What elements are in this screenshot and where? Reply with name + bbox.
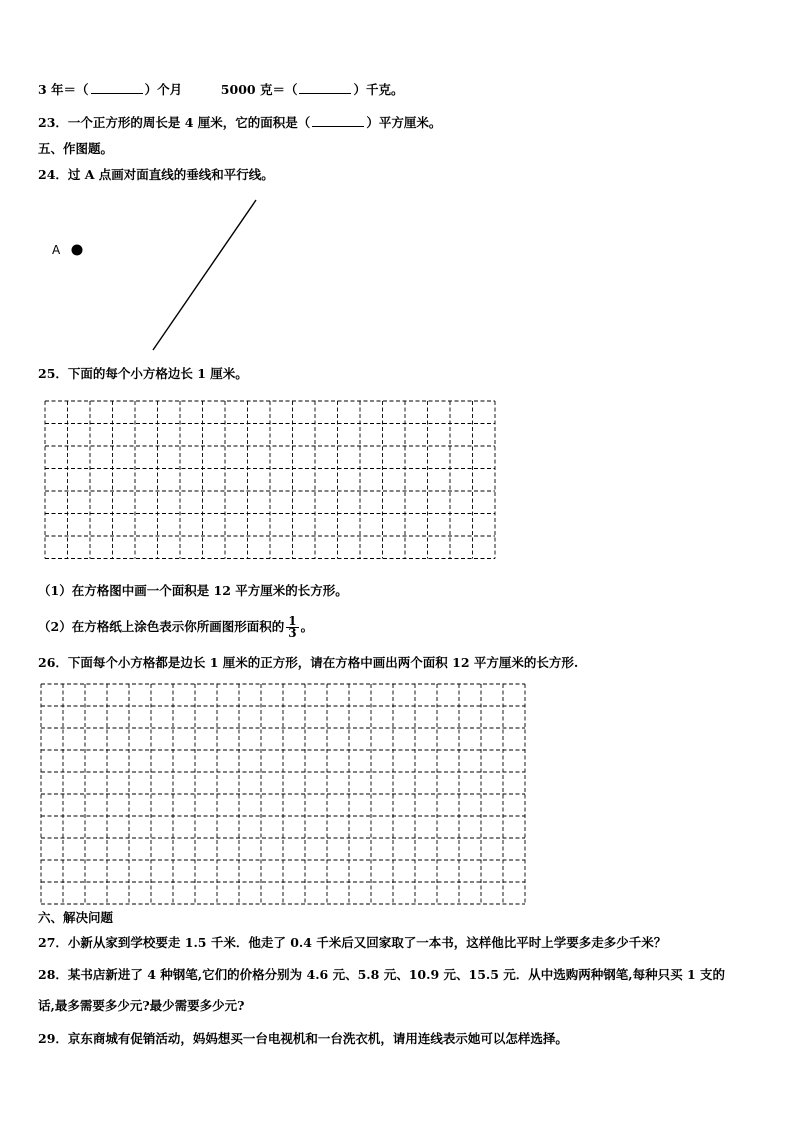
q22-line (38, 82, 403, 98)
q27-text: 27．小新从家到学校要走 1.5 千米．他走了 0.4 千米后又回家取了一本书，这样他比平时上学要多走多少千米？ (38, 935, 667, 950)
q22-part-b-post: ）千克。 (353, 82, 404, 97)
answer-blank[interactable] (312, 116, 364, 127)
q22-part-b-pre: 5000 克＝（ (220, 82, 298, 97)
q24-text: 24．过 A 点画对面直线的垂线和平行线。 (38, 167, 274, 182)
q29-text: 29．京东商城有促销活动，妈妈想买一台电视机和一台洗衣机，请用连线表示她可以怎样选择。 (38, 1031, 568, 1046)
grid-25[interactable] (44, 400, 498, 562)
q25-sub2-pre: （2）在方格纸上涂色表示你所画图形面积的 (38, 619, 285, 634)
q26-text: 26．下面每个小方格都是边长 1 厘米的正方形，请在方格中画出两个面积 12 平方厘米的长方形. (38, 655, 579, 670)
q23-post: ）平方厘米。 (366, 115, 442, 130)
fraction-numerator: 1 (288, 614, 297, 628)
q23-line (38, 115, 441, 131)
point-a-label: A (52, 243, 61, 257)
q25-sub1: （1）在方格图中画一个面积是 12 平方厘米的长方形。 (38, 583, 348, 598)
grid-26[interactable] (40, 683, 528, 905)
section-6-heading: 六、解决问题 (38, 910, 114, 925)
q22-part-a-post: ）个月 (144, 82, 183, 97)
fraction-one-third (286, 616, 298, 639)
oblique-line (153, 200, 256, 350)
q25-text: 25．下面的每个小方格边长 1 厘米。 (38, 366, 248, 381)
q28-text-line2: 话,最多需要多少元?最少需要多少元? (38, 998, 245, 1013)
q24-figure (60, 195, 280, 355)
q23-pre: 23．一个正方形的周长是 4 厘米，它的面积是（ (38, 115, 311, 130)
answer-blank[interactable] (299, 83, 351, 94)
fraction-denominator: 3 (288, 626, 297, 640)
section-5-heading: 五、作图题。 (38, 141, 114, 156)
q25-sub2 (38, 612, 313, 642)
q25-sub2-post: 。 (300, 619, 314, 634)
q22-part-a-pre: 3 年＝（ (38, 82, 89, 97)
answer-blank[interactable] (91, 83, 143, 94)
point-a-dot (72, 245, 83, 256)
q28-text-line1: 28．某书店新进了 4 种钢笔,它们的价格分别为 4.6 元、5.8 元、10.9 元、15.5 元．从中选购两种钢笔,每种只买 1 支的 (38, 967, 726, 982)
